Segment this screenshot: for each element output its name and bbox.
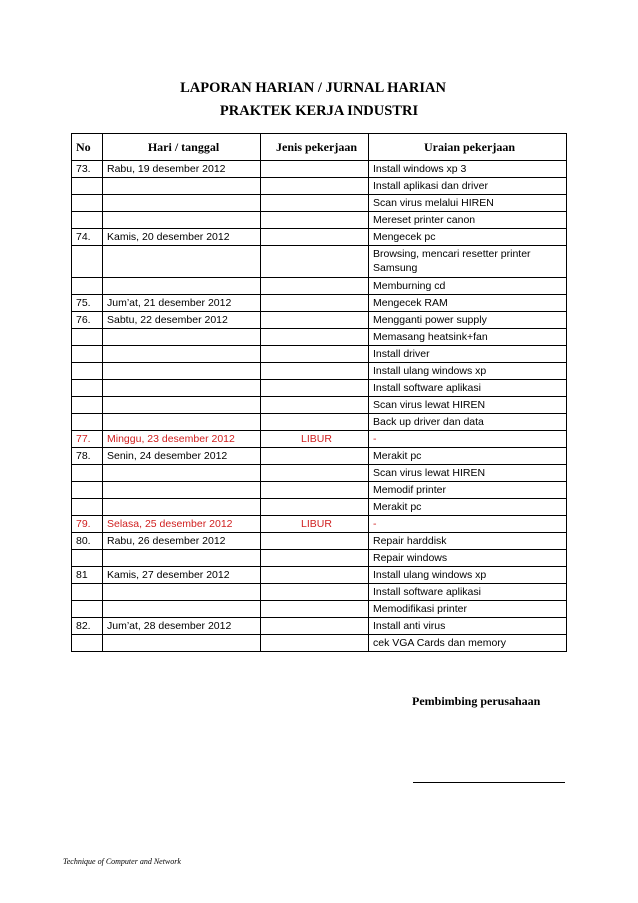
row-uraian: Mereset printer canon <box>369 212 567 229</box>
row-date <box>103 635 261 652</box>
row-number <box>72 482 103 499</box>
row-uraian: Install ulang windows xp <box>369 363 567 380</box>
row-jenis <box>261 295 369 312</box>
row-jenis <box>261 414 369 431</box>
row-jenis <box>261 246 369 278</box>
row-jenis: LIBUR <box>261 516 369 533</box>
row-number: 79. <box>72 516 103 533</box>
row-number <box>72 550 103 567</box>
row-number <box>72 278 103 295</box>
table-row <box>72 499 567 516</box>
table-row <box>72 346 567 363</box>
table-row <box>72 448 567 465</box>
row-date <box>103 482 261 499</box>
table-row <box>72 397 567 414</box>
row-date <box>103 329 261 346</box>
row-date <box>103 584 261 601</box>
table-row <box>72 295 567 312</box>
row-jenis <box>261 567 369 584</box>
row-number <box>72 329 103 346</box>
row-number <box>72 499 103 516</box>
row-number: 74. <box>72 229 103 246</box>
row-date <box>103 601 261 618</box>
row-uraian: Scan virus melalui HIREN <box>369 195 567 212</box>
row-date <box>103 195 261 212</box>
row-date <box>103 363 261 380</box>
row-date: Rabu, 26 desember 2012 <box>103 533 261 550</box>
row-jenis <box>261 346 369 363</box>
row-uraian: Memasang heatsink+fan <box>369 329 567 346</box>
row-jenis <box>261 363 369 380</box>
row-uraian: Scan virus lewat HIREN <box>369 397 567 414</box>
row-uraian: - <box>369 431 567 448</box>
row-uraian: Install software aplikasi <box>369 380 567 397</box>
table-header-row <box>72 134 567 161</box>
row-number <box>72 601 103 618</box>
row-uraian: Memodifikasi printer <box>369 601 567 618</box>
row-uraian: Browsing, mencari resetter printer Samsung <box>369 246 567 278</box>
report-subtitle: PRAKTEK KERJA INDUSTRI <box>219 103 419 119</box>
row-number <box>72 635 103 652</box>
table-row <box>72 635 567 652</box>
column-header-date: Hari / tanggal <box>103 134 261 161</box>
journal-table-body <box>72 161 567 652</box>
row-uraian: Install windows xp 3 <box>369 161 567 178</box>
row-jenis <box>261 465 369 482</box>
row-jenis <box>261 329 369 346</box>
page-footer: Technique of Computer and Network <box>63 857 181 866</box>
row-date <box>103 178 261 195</box>
column-header-uraian: Uraian pekerjaan <box>369 134 567 161</box>
row-number <box>72 380 103 397</box>
column-header-jenis: Jenis pekerjaan <box>261 134 369 161</box>
row-jenis <box>261 499 369 516</box>
row-uraian: Mengecek RAM <box>369 295 567 312</box>
row-date <box>103 397 261 414</box>
row-number: 78. <box>72 448 103 465</box>
report-title: LAPORAN HARIAN / JURNAL HARIAN <box>180 80 446 96</box>
column-header-no: No <box>72 134 103 161</box>
table-row <box>72 212 567 229</box>
row-jenis <box>261 618 369 635</box>
row-jenis <box>261 448 369 465</box>
row-jenis <box>261 380 369 397</box>
row-date: Sabtu, 22 desember 2012 <box>103 312 261 329</box>
row-date: Kamis, 20 desember 2012 <box>103 229 261 246</box>
row-uraian: Scan virus lewat HIREN <box>369 465 567 482</box>
row-jenis <box>261 601 369 618</box>
row-uraian: Install software aplikasi <box>369 584 567 601</box>
row-uraian: Memburning cd <box>369 278 567 295</box>
row-date: Selasa, 25 desember 2012 <box>103 516 261 533</box>
row-date: Minggu, 23 desember 2012 <box>103 431 261 448</box>
row-number <box>72 178 103 195</box>
row-jenis: LIBUR <box>261 431 369 448</box>
row-uraian: Install driver <box>369 346 567 363</box>
row-date <box>103 212 261 229</box>
row-number <box>72 346 103 363</box>
row-date <box>103 346 261 363</box>
row-jenis <box>261 195 369 212</box>
row-number: 80. <box>72 533 103 550</box>
row-jenis <box>261 533 369 550</box>
table-row <box>72 601 567 618</box>
table-row <box>72 550 567 567</box>
row-number <box>72 246 103 278</box>
row-date: Rabu, 19 desember 2012 <box>103 161 261 178</box>
table-row <box>72 465 567 482</box>
row-date <box>103 499 261 516</box>
table-row <box>72 516 567 533</box>
row-date: Kamis, 27 desember 2012 <box>103 567 261 584</box>
row-date <box>103 465 261 482</box>
row-jenis <box>261 635 369 652</box>
table-row <box>72 482 567 499</box>
row-jenis <box>261 312 369 329</box>
row-number: 73. <box>72 161 103 178</box>
table-row <box>72 278 567 295</box>
row-number <box>72 397 103 414</box>
table-row <box>72 229 567 246</box>
row-uraian: Back up driver dan data <box>369 414 567 431</box>
table-row <box>72 380 567 397</box>
row-number <box>72 212 103 229</box>
row-date <box>103 550 261 567</box>
journal-table <box>71 133 567 652</box>
row-uraian: Merakit pc <box>369 448 567 465</box>
table-row <box>72 195 567 212</box>
row-jenis <box>261 212 369 229</box>
row-date: Jum’at, 28 desember 2012 <box>103 618 261 635</box>
table-row <box>72 584 567 601</box>
row-jenis <box>261 278 369 295</box>
row-date <box>103 246 261 278</box>
row-number: 77. <box>72 431 103 448</box>
row-jenis <box>261 161 369 178</box>
row-number <box>72 363 103 380</box>
row-jenis <box>261 482 369 499</box>
row-jenis <box>261 584 369 601</box>
row-number <box>72 465 103 482</box>
row-date <box>103 278 261 295</box>
row-number: 82. <box>72 618 103 635</box>
table-row <box>72 431 567 448</box>
table-row <box>72 363 567 380</box>
table-row <box>72 533 567 550</box>
table-row <box>72 618 567 635</box>
table-row <box>72 312 567 329</box>
row-date <box>103 414 261 431</box>
row-uraian: Mengganti power supply <box>369 312 567 329</box>
row-number: 76. <box>72 312 103 329</box>
row-jenis <box>261 397 369 414</box>
signature-line <box>413 782 565 783</box>
table-row <box>72 178 567 195</box>
signature-title: Pembimbing perusahaan <box>412 694 541 708</box>
row-jenis <box>261 229 369 246</box>
row-uraian: Merakit pc <box>369 499 567 516</box>
table-row <box>72 567 567 584</box>
row-number: 75. <box>72 295 103 312</box>
row-jenis <box>261 178 369 195</box>
row-uraian: Install anti virus <box>369 618 567 635</box>
row-uraian: - <box>369 516 567 533</box>
table-row <box>72 329 567 346</box>
row-uraian: Mengecek pc <box>369 229 567 246</box>
table-row <box>72 161 567 178</box>
row-uraian: Memodif printer <box>369 482 567 499</box>
row-uraian: cek VGA Cards dan memory <box>369 635 567 652</box>
row-date <box>103 380 261 397</box>
table-row <box>72 246 567 278</box>
row-uraian: Repair windows <box>369 550 567 567</box>
row-date: Jum’at, 21 desember 2012 <box>103 295 261 312</box>
row-uraian: Install ulang windows xp <box>369 567 567 584</box>
row-number <box>72 195 103 212</box>
row-number: 81 <box>72 567 103 584</box>
row-jenis <box>261 550 369 567</box>
row-date: Senin, 24 desember 2012 <box>103 448 261 465</box>
row-uraian: Repair harddisk <box>369 533 567 550</box>
row-uraian: Install aplikasi dan driver <box>369 178 567 195</box>
row-number <box>72 584 103 601</box>
table-row <box>72 414 567 431</box>
row-number <box>72 414 103 431</box>
